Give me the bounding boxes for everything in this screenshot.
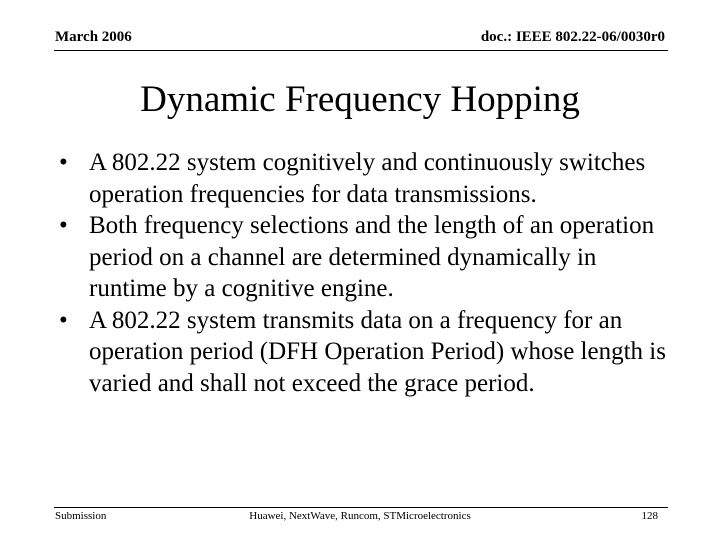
bullet-icon: • xyxy=(59,212,68,239)
bullet-text: Both frequency selections and the length of an operation period on a channel are determined dynamically in runtime by a cognitive engine. xyxy=(89,212,655,302)
header-date: March 2006 xyxy=(55,29,132,45)
bullet-text: A 802.22 system cognitively and continuously switches operation frequencies for data transmissions. xyxy=(89,149,646,208)
bullet-text: A 802.22 system transmits data on a frequency for an operation period (DFH Operation Period) whose length is varied and shall not exceed the grace period. xyxy=(89,306,666,397)
bullet-icon: • xyxy=(59,306,68,334)
bullet-item xyxy=(59,210,679,305)
footer-authors: Huawei, NextWave, Runcom, STMicroelectronics xyxy=(249,510,471,522)
slide-title: Dynamic Frequency Hopping xyxy=(140,79,580,120)
footer-divider xyxy=(54,507,668,508)
header-doc-id: doc.: IEEE 802.22-06/0030r0 xyxy=(480,29,665,45)
bullet-item xyxy=(59,147,679,210)
bullet-list xyxy=(59,147,679,399)
footer-submission: Submission xyxy=(55,510,107,522)
header-divider xyxy=(54,50,668,51)
bullet-icon: • xyxy=(59,149,68,176)
page-number: 128 xyxy=(641,510,658,522)
bullet-item xyxy=(59,305,679,400)
